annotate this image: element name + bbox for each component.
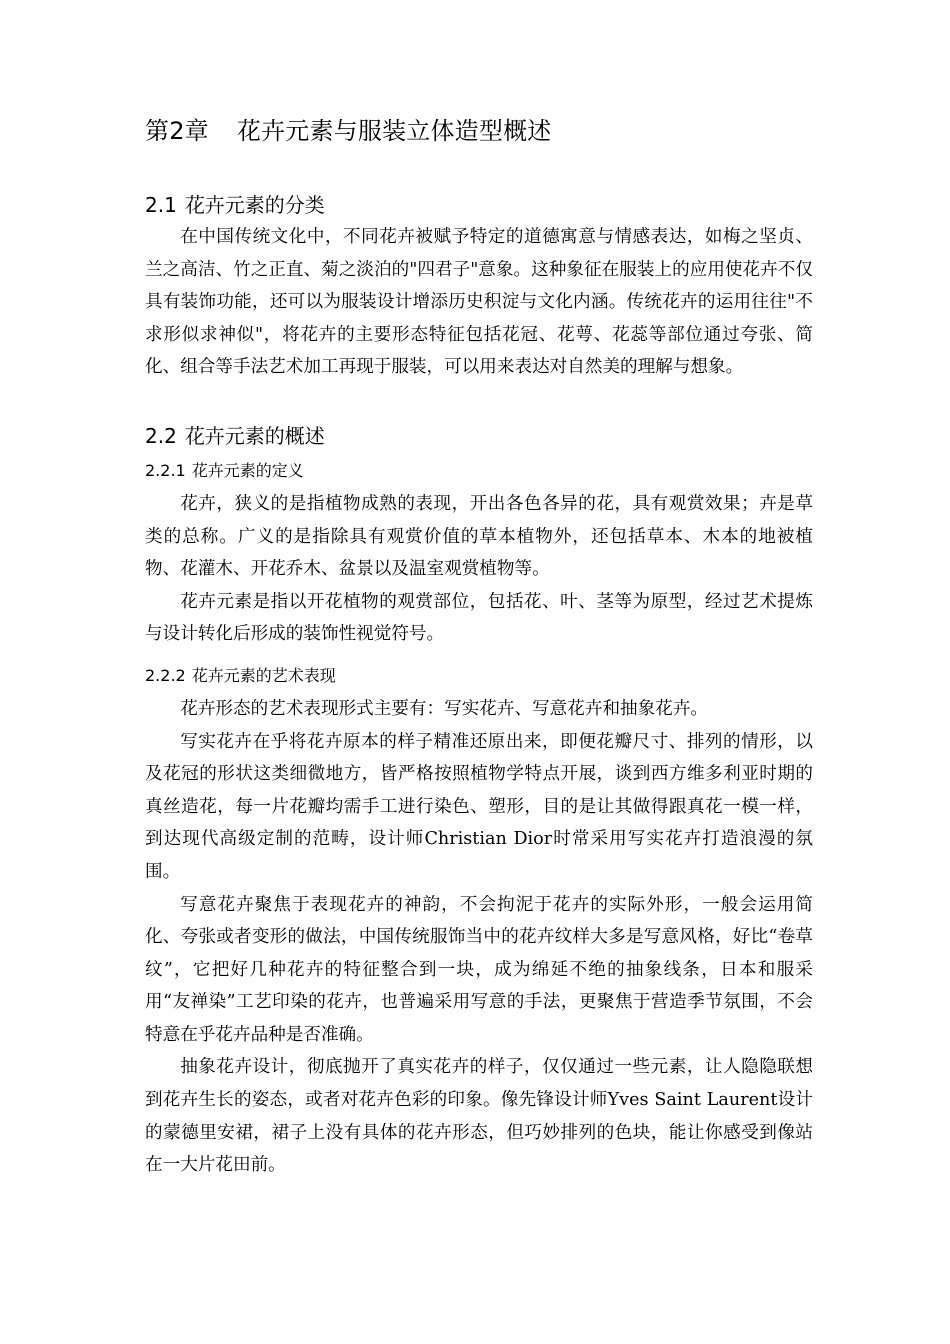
subsection-2-2-1-heading [145,458,813,484]
chapter-title-text: 花卉元素与服装立体造型概述 [236,117,552,145]
art-expression-paragraph-4: 抽象花卉设计，彻底抛开了真实花卉的样子，仅仅通过一些元素，让人隐隐联想到花卉生长的姿态，或者对花卉色彩的印象。像先锋设计师Yves Saint Laurent设计的蒙德里安裙，裙子上没有具体的花卉形态，但巧妙排列的色块，能让你感受到像站在一大片花田前。 [145,1057,813,1176]
subsection-2-2-2-number: 2.2.2 [145,665,186,685]
section-2-1-title: 花卉元素的分类 [184,193,325,217]
definition-paragraph-2: 花卉元素是指以开花植物的观赏部位，包括花、叶、茎等为原型，经过艺术提炼与设计转化后形成的装饰性视觉符号。 [145,591,813,645]
chapter-title [145,111,813,151]
subsection-2-2-1-number: 2.2.1 [145,460,186,480]
section-2-1-paragraph: 在中国传统文化中，不同花卉被赋予特定的道德寓意与情感表达，如梅之坚贞、兰之高洁、竹之正直、菊之淡泊的"四君子"意象。这种象征在服装上的应用使花卉不仅具有装饰功能，还可以为服装设计增添历史积淀与文化内涵。传统花卉的运用往往"不求形似求神似"，将花卉的主要形态特征包括花冠、花萼、花蕊等部位通过夸张、简化、组合等手法艺术加工再现于服装，可以用来表达对自然美的理解与想象。 [145,227,813,378]
art-expression-paragraph-3: 写意花卉聚焦于表现花卉的神韵，不会拘泥于花卉的实际外形，一般会运用简化、夸张或者变形的做法，中国传统服饰当中的花卉纹样大多是写意风格，好比“卷草纹”，它把好几种花卉的特征整合到一块，成为绵延不绝的抽象线条，日本和服采用“友禅染”工艺印染的花卉，也普遍采用写意的手法，更聚焦于营造季节氛围，不会特意在乎花卉品种是否准确。 [145,894,813,1045]
definition-paragraph-1: 花卉，狭义的是指植物成熟的表现，开出各色各异的花，具有观赏效果；卉是草类的总称。广义的是指除具有观赏价值的草本植物外，还包括草本、木本的地被植物、花灌木、开花乔木、盆景以及温室观赏植物等。 [145,493,813,580]
art-expression-paragraph-2: 写实花卉在乎将花卉原本的样子精准还原出来，即便花瓣尺寸、排列的情形，以及花冠的形状这类细微地方，皆严格按照植物学特点开展，谈到西方维多利亚时期的真丝造花，每一片花瓣均需手工进行染色、塑形，目的是让其做得跟真花一模一样，到达现代高级定制的范畴，设计师Christian Dior时常采用写实花卉打造浪漫的氛围。 [145,731,813,882]
section-2-1-number: 2.1 [145,193,177,217]
page-content [145,111,813,1182]
section-2-2-number: 2.2 [145,423,177,448]
subsection-2-2-2-title: 花卉元素的艺术表现 [191,665,336,685]
subsection-2-2-2-heading [145,663,813,689]
chapter-number: 第2章 [145,117,209,145]
section-2-2-title: 花卉元素的概述 [184,423,325,448]
art-expression-paragraph-1: 花卉形态的艺术表现形式主要有：写实花卉、写意花卉和抽象花卉。 [180,698,709,719]
section-2-2-heading [145,420,813,452]
section-2-1-heading [145,189,813,221]
subsection-2-2-1-title: 花卉元素的定义 [191,460,304,480]
